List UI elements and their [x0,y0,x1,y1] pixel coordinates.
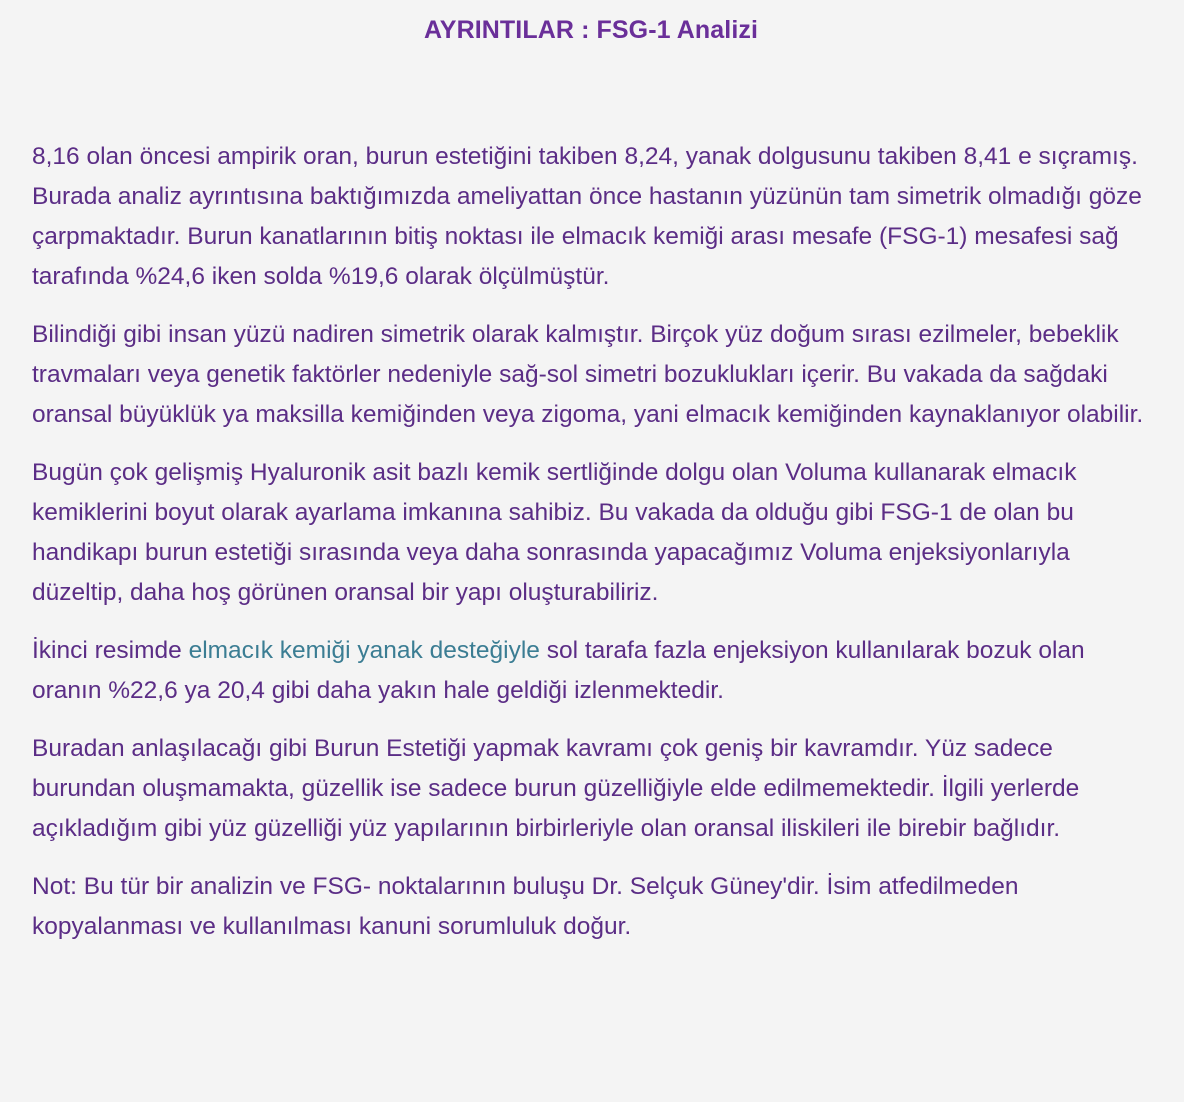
paragraph-voluma-filler: Bugün çok gelişmiş Hyaluronik asit bazlı kemik sertliğinde dolgu olan Voluma kullanarak elmacık kemiklerini boyut olarak ayarlama imkanına sahibiz. Bu vakada da olduğu gibi FSG-1 de olan bu handikapı burun estetiği sırasında veya daha sonrasında yapacağımız Voluma enjeksiyonlarıyla düzeltip, daha hoş görünen oransal bir yapı oluşturabiliriz. [32,459,1077,606]
paragraph-rhinoplasty-concept: Buradan anlaşılacağı gibi Burun Estetiği yapmak kavramı çok geniş bir kavramdır. Yüz sadece burundan oluşmamakta, güzellik ise sadece burun güzelliğiyle elde edilmemektedir. İlgili yerlerde açıkladığım gibi yüz güzelliği yüz yapılarının birbirleriyle olan oransal iliskileri ile birebir bağlıdır. [32,735,1080,842]
cheek-support-link[interactable]: elmacık kemiği yanak desteğiyle [188,637,540,664]
paragraph-copyright-note: Not: Bu tür bir analizin ve FSG- noktalarının buluşu Dr. Selçuk Güney'dir. İsim atfedilmeden kopyalanması ve kullanılması kanuni sorumluluk doğur. [32,873,1019,940]
article-body [32,137,1150,947]
paragraph-second-image [32,631,1150,711]
paragraph-ratio-change: 8,16 olan öncesi ampirik oran, burun estetiğini takiben 8,24, yanak dolgusunu takiben 8,41 e sıçramış. Burada analiz ayrıntısına baktığımızda ameliyattan önce hastanın yüzünün tam simetrik olmadığı göze çarpmaktadır. Burun kanatlarının bitiş noktası ile elmacık kemiği arası mesafe (FSG-1) mesafesi sağ tarafında %24,6 iken solda %19,6 olarak ölçülmüştür. [32,143,1142,290]
paragraph-facial-symmetry: Bilindiği gibi insan yüzü nadiren simetrik olarak kalmıştır. Birçok yüz doğum sırası ezilmeler, bebeklik travmaları veya genetik faktörler nedeniyle sağ-sol simetri bozuklukları içerir. Bu vakada da sağdaki oransal büyüklük ya maksilla kemiğinden veya zigoma, yani elmacık kemiğinden kaynaklanıyor olabilir. [32,321,1144,428]
paragraph-text-before-link: İkinci resimde [32,637,189,664]
article-title: AYRINTILAR : FSG-1 Analizi [423,16,759,44]
paragraph-text-after-link: sol tarafa fazla enjeksiyon kullanılarak bozuk olan oranın %22,6 ya 20,4 gibi daha yakın hale geldiği izlenmektedir. [32,637,1085,704]
